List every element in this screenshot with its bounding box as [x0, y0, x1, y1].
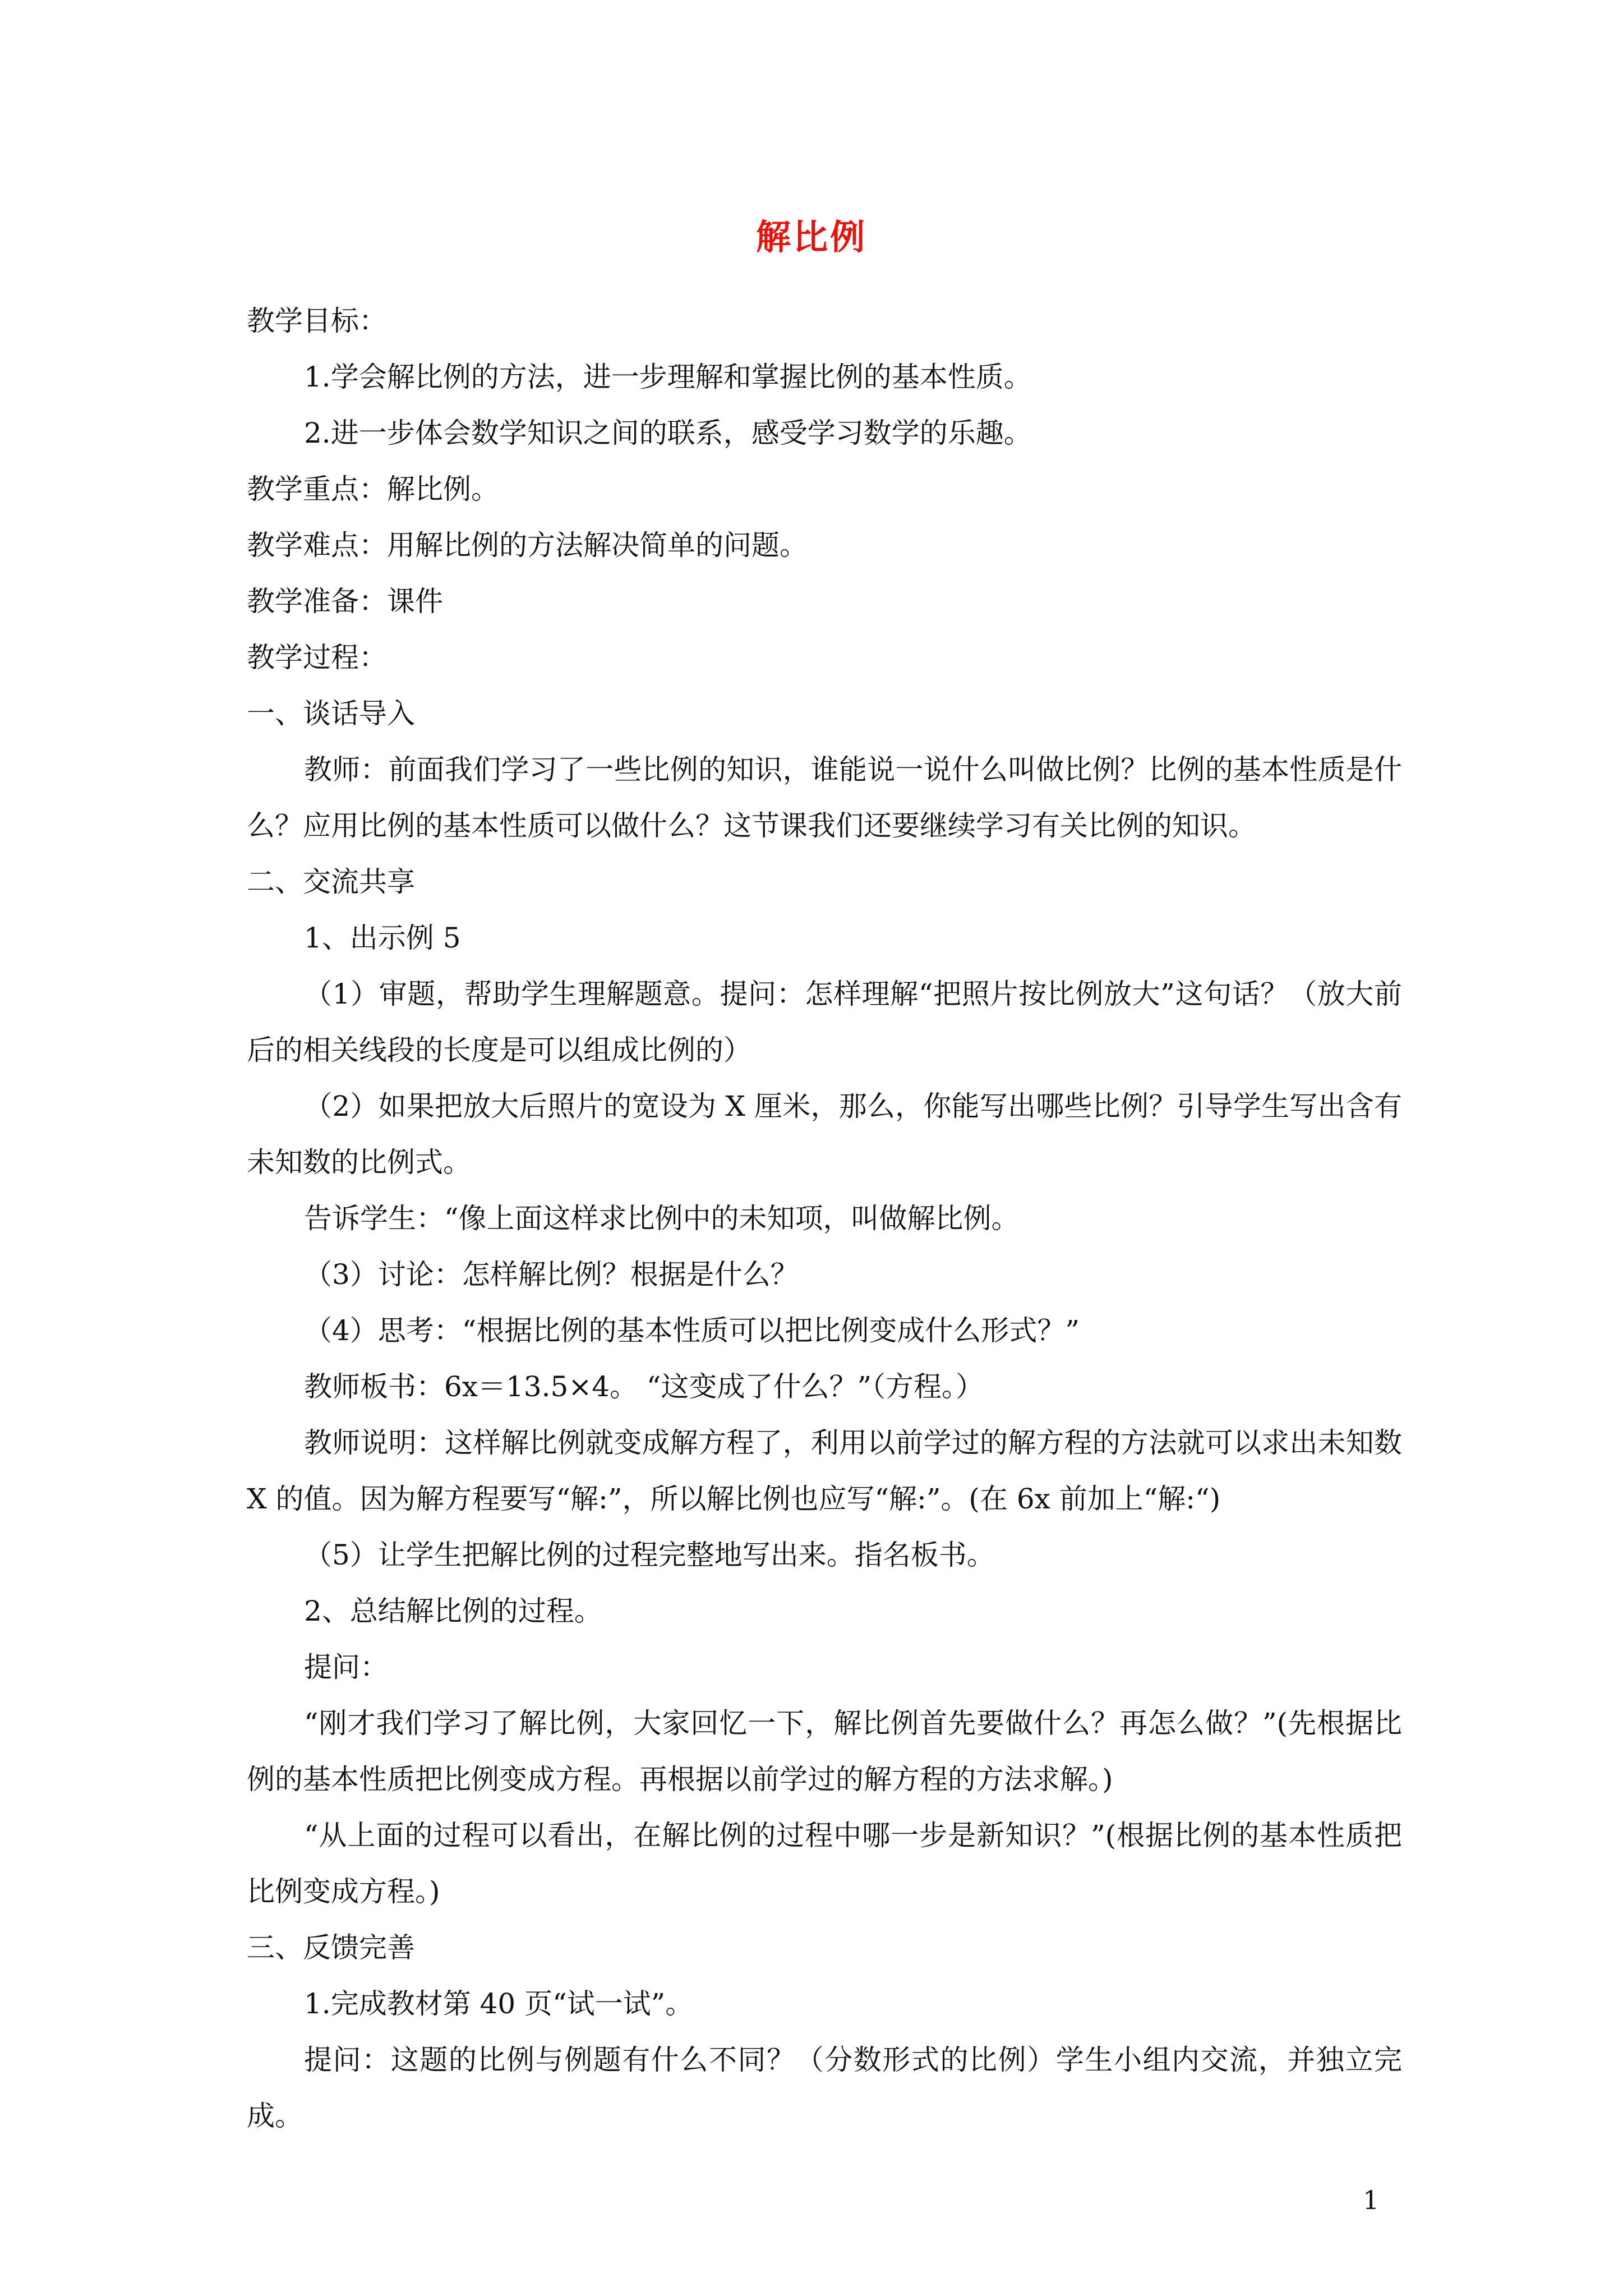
question-2: “从上面的过程可以看出，在解比例的过程中哪一步是新知识？”(根据比例的基本性质把比例变成方程。) [247, 1819, 1402, 1908]
objective-1: 1.学会解比例的方法，进一步理解和掌握比例的基本性质。 [304, 361, 1032, 393]
objective-2: 2.进一步体会数学知识之间的联系，感受学习数学的乐趣。 [304, 417, 1032, 449]
question-1: “刚才我们学习了解比例，大家回忆一下，解比例首先要做什么？再怎么做？”(先根据比例的基本性质把比例变成方程。再根据以前学过的解方程的方法求解。) [247, 1707, 1402, 1796]
heading-introduction: 一、谈话导入 [247, 697, 415, 730]
page-number: 1 [1363, 2185, 1380, 2215]
exercise-question: 提问：这题的比例与例题有什么不同？（分数形式的比例）学生小组内交流，并独立完成。 [247, 2044, 1402, 2132]
step-4: （4）思考：“根据比例的基本性质可以把比例变成什么形式？” [304, 1314, 1080, 1347]
teacher-board-writing: 教师板书：6x＝13.5×4。 “这变成了什么？”（方程。） [304, 1370, 984, 1403]
document-body [247, 293, 1402, 2144]
step-2: （2）如果把放大后照片的宽设为 X 厘米，那么，你能写出哪些比例？引导学生写出含有未知数的比例式。 [247, 1090, 1402, 1179]
example-5: 1、出示例 5 [304, 922, 461, 954]
section-label-process: 教学过程： [247, 641, 387, 674]
teaching-focus: 教学重点：解比例。 [247, 473, 499, 505]
teaching-preparation: 教学准备：课件 [247, 585, 443, 618]
paragraph-teacher-intro: 教师：前面我们学习了一些比例的知识，谁能说一说什么叫做比例？比例的基本性质是什么？应用比例的基本性质可以做什么？这节课我们还要继续学习有关比例的知识。 [247, 753, 1402, 842]
question-label: 提问： [304, 1651, 388, 1683]
step-5: （5）让学生把解比例的过程完整地写出来。指名板书。 [304, 1539, 995, 1571]
heading-feedback: 三、反馈完善 [247, 1931, 415, 1964]
summary-heading: 2、总结解比例的过程。 [304, 1595, 602, 1627]
section-label-objectives: 教学目标： [247, 305, 387, 337]
exercise-1: 1.完成教材第 40 页“试一试”。 [304, 1987, 694, 2020]
page-title: 解比例 [755, 217, 867, 257]
teacher-explanation: 教师说明：这样解比例就变成解方程了，利用以前学过的解方程的方法就可以求出未知数 X 的值。因为解方程要写“解:”，所以解比例也应写“解:”。(在 6x 前加上“解:“) [247, 1427, 1402, 1515]
tell-students: 告诉学生：“像上面这样求比例中的未知项，叫做解比例。 [304, 1202, 1020, 1235]
teaching-difficulty: 教学难点：用解比例的方法解决简单的问题。 [247, 529, 808, 562]
heading-sharing: 二、交流共享 [247, 866, 415, 898]
step-1: （1）审题，帮助学生理解题意。提问：怎样理解“把照片按比例放大”这句话？（放大前后的相关线段的长度是可以组成比例的） [247, 978, 1402, 1066]
step-3: （3）讨论：怎样解比例？根据是什么？ [304, 1258, 799, 1291]
